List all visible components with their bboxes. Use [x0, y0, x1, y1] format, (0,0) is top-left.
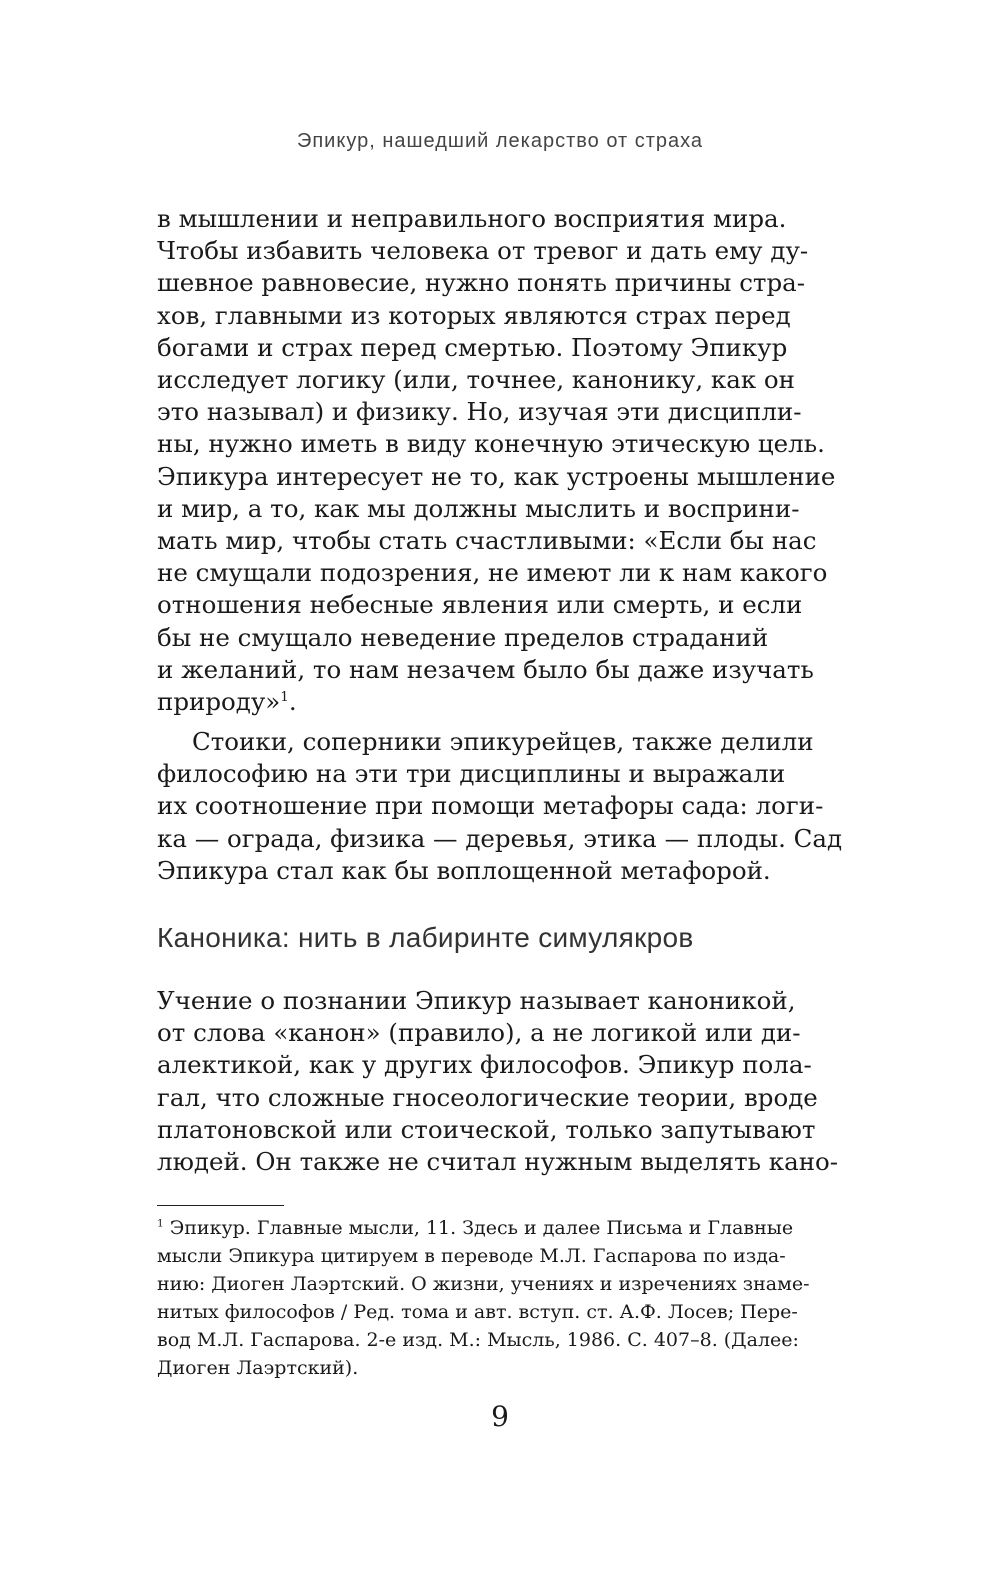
paragraph-continued [157, 203, 836, 718]
page-number: 9 [491, 1400, 509, 1433]
paragraph [157, 985, 839, 1178]
text-line: ка — ограда, физика — деревья, этика — плоды. Сад [157, 823, 843, 853]
text-line: Чтобы избавить человека от тревог и дать ему ду- [157, 236, 809, 266]
footnote-divider [157, 1205, 284, 1206]
text-line: людей. Он также не считал нужным выделять кано- [157, 1147, 839, 1177]
footnote-text: Эпикур. Главные мысли, 11. Здесь и далее Письма и Главные [169, 1217, 794, 1239]
text-line: Эпикура интересует не то, как устроены мышление [157, 461, 836, 491]
text-line: алектикой, как у других философов. Эпикур пола- [157, 1050, 812, 1080]
footnote [157, 1214, 810, 1382]
footnote-line: нитых философов / Ред. тома и авт. вступ. ст. А.Ф. Лосев; Пере- [157, 1301, 798, 1323]
running-head: Эпикур, нашедший лекарство от страха [296, 130, 704, 152]
footnote-number: 1 [157, 1217, 164, 1230]
text-line: природу»$^1$. [157, 687, 297, 717]
footnote-reference[interactable]: 1 [280, 688, 289, 705]
text-line: Эпикура стал как бы воплощенной метафорой. [157, 855, 771, 885]
text-line: бы не смущало неведение пределов страданий [157, 622, 769, 652]
paragraph [157, 726, 843, 887]
footnote-line: мысли Эпикура цитируем в переводе М.Л. Гаспарова по изда- [157, 1245, 786, 1267]
text-line: философию на эти три дисциплины и выражали [157, 759, 786, 789]
text-line: это называл) и физику. Но, изучая эти дисципли- [157, 397, 802, 427]
text-line: богами и страх перед смертью. Поэтому Эпикур [157, 332, 788, 362]
text-line: и мир, а то, как мы должны мыслить и восприни- [157, 493, 800, 523]
text-line: от слова «канон» (правило), а не логикой или ди- [157, 1018, 801, 1048]
footnote-line: вод М.Л. Гаспарова. 2-е изд. М.: Мысль, 1986. С. 407–8. (Далее: [157, 1329, 799, 1351]
text-line: и желаний, то нам незачем было бы даже изучать [157, 654, 814, 684]
text-line: отношения небесные явления или смерть, и если [157, 590, 803, 620]
footnote-line: нию: Диоген Лаэртский. О жизни, учениях и изречениях знаме- [157, 1273, 810, 1295]
text-line: исследует логику (или, точнее, канонику, как он [157, 365, 795, 395]
text-line: не смущали подозрения, не имеют ли к нам какого [157, 558, 828, 588]
section-heading: Каноника: нить в лабиринте симулякров [157, 922, 694, 953]
text-line: ны, нужно иметь в виду конечную этическую цель. [157, 429, 825, 459]
text-line: хов, главными из которых являются страх перед [157, 300, 791, 330]
text-line: Стоики, соперники эпикурейцев, также делили [192, 727, 814, 756]
text-line: гал, что сложные гносеологические теории, вроде [157, 1082, 818, 1112]
text-line: их соотношение при помощи метафоры сада: логи- [157, 791, 824, 821]
footnote-line: Диоген Лаэртский). [157, 1357, 359, 1379]
text-line: Учение о познании Эпикур называет каноникой, [157, 986, 796, 1015]
text-line: платоновской или стоической, только запутывают [157, 1114, 816, 1144]
text-fragment: природу» [157, 687, 281, 717]
text-line: мать мир, чтобы стать счастливыми: «Если бы нас [157, 526, 817, 556]
footnote-line [157, 1214, 794, 1242]
text-line: в мышлении и неправильного восприятия мира. [157, 204, 787, 233]
text-line: шевное равновесие, нужно понять причины стра- [157, 268, 806, 298]
